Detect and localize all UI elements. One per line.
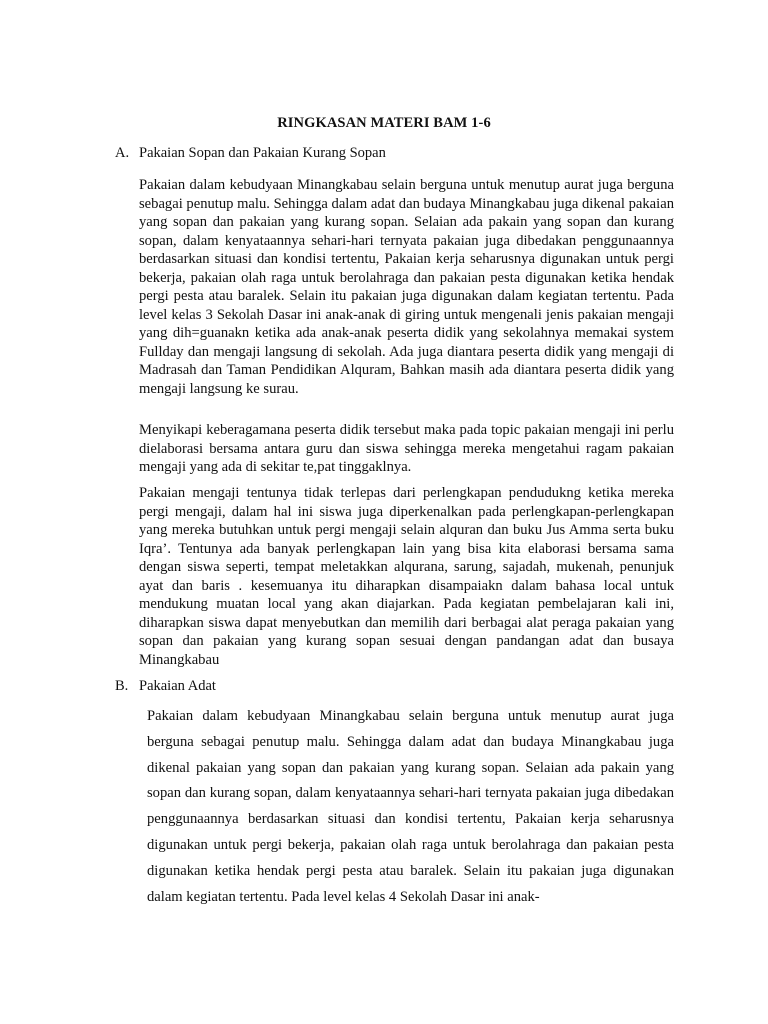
section-heading-b: [115, 677, 216, 695]
section-title-b: Pakaian Adat: [139, 678, 216, 694]
section-a-paragraph-2: Menyikapi keberagamana peserta didik tersebut maka pada topic pakaian mengaji ini perlu dielaborasi bersama antara guru dan siswa sehingga mereka mengetahui ragam pakaian mengaji yang ada di sekitar te,pat tinggaklnya.: [139, 422, 674, 475]
section-a-paragraph-1: Pakaian dalam kebudyaan Minangkabau selain berguna untuk menutup aurat juga berguna sebagai penutup malu. Sehingga dalam adat dan budaya Minangkabau juga dikenal pakaian yang sopan dan pakaian yang kurang sopan. Selaian ada pakain yang sopan dan kurang sopan, dalam kenyataannya sehari-hari ternyata pakaian juga dibedakan penggunaannya berdasarkan situasi dan kondisi tertentu, Pakaian kerja seharusnya digunakan untuk pergi bekerja, pakaian olah raga untuk berolahraga dan pakaian pesta digunakan ketika hendak pergi pesta atau baralek. Selain itu pakaian juga digunakan dalam kegiatan tertentu. Pada level kelas 3 Sekolah Dasar ini anak-anak di giring untuk mengenali jenis pakaian mengaji yang dih=guanakn ketika ada anak-anak peserta didik yang sekolahnya memakai system Fullday dan mengaji langsung di sekolah. Ada juga diantara peserta didik yang mengaji di Madrasah dan Taman Pendidikan Alquram, Bahkan masih ada diantara peserta didik yang mengaji langsung ke surau.: [139, 177, 674, 397]
section-title-a: Pakaian Sopan dan Pakaian Kurang Sopan: [139, 145, 386, 161]
section-letter-a: A.: [115, 145, 130, 161]
section-b-paragraph-1: Pakaian dalam kebudyaan Minangkabau selain berguna untuk menutup aurat juga berguna sebagai penutup malu. Sehingga dalam adat dan budaya Minangkabau juga dikenal pakaian yang sopan dan pakaian yang kurang sopan. Selaian ada pakain yang sopan dan kurang sopan, dalam kenyataannya sehari-hari ternyata pakaian juga dibedakan penggunaannya berdasarkan situasi dan kondisi tertentu, Pakaian kerja seharusnya digunakan untuk pergi bekerja, pakaian olah raga untuk berolahraga dan pakaian pesta digunakan ketika hendak pergi pesta atau baralek. Selain itu pakaian juga digunakan dalam kegiatan tertentu. Pada level kelas 4 Sekolah Dasar ini anak-: [147, 708, 674, 905]
section-a-paragraph-3: Pakaian mengaji tentunya tidak terlepas dari perlengkapan pendudukng ketika mereka pergi mengaji, dalam hal ini siswa juga diperkenalkan pada perlengkapan-perlengkapan yang mereka butuhkan untuk pergi mengaji selain alquran dan buku Jus Amma serta buku Iqra’. Tentunya ada banyak perlengkapan lain yang bisa kita elaborasi bersama sama dengan siswa seperti, tempat meletakkan alqurana, sarung, sajadah, mukenah, penunjuk ayat dan baris . kesemuanya itu diharapkan disampaiakn dalam bahasa local untuk mendukung muatan local yang akan diajarkan. Pada kegiatan pembelajaran kali ini, diharapkan siswa dapat menyebutkan dan memilih dari berbagai alat peraga pakaian yang sopan dan pakaian yang kurang sopan sesuai dengan pandangan adat dan busaya Minangkabau: [139, 485, 674, 668]
section-letter-b: B.: [115, 678, 129, 694]
section-heading-a: [115, 144, 386, 162]
document-title: RINGKASAN MATERI BAM 1-6: [277, 115, 491, 131]
